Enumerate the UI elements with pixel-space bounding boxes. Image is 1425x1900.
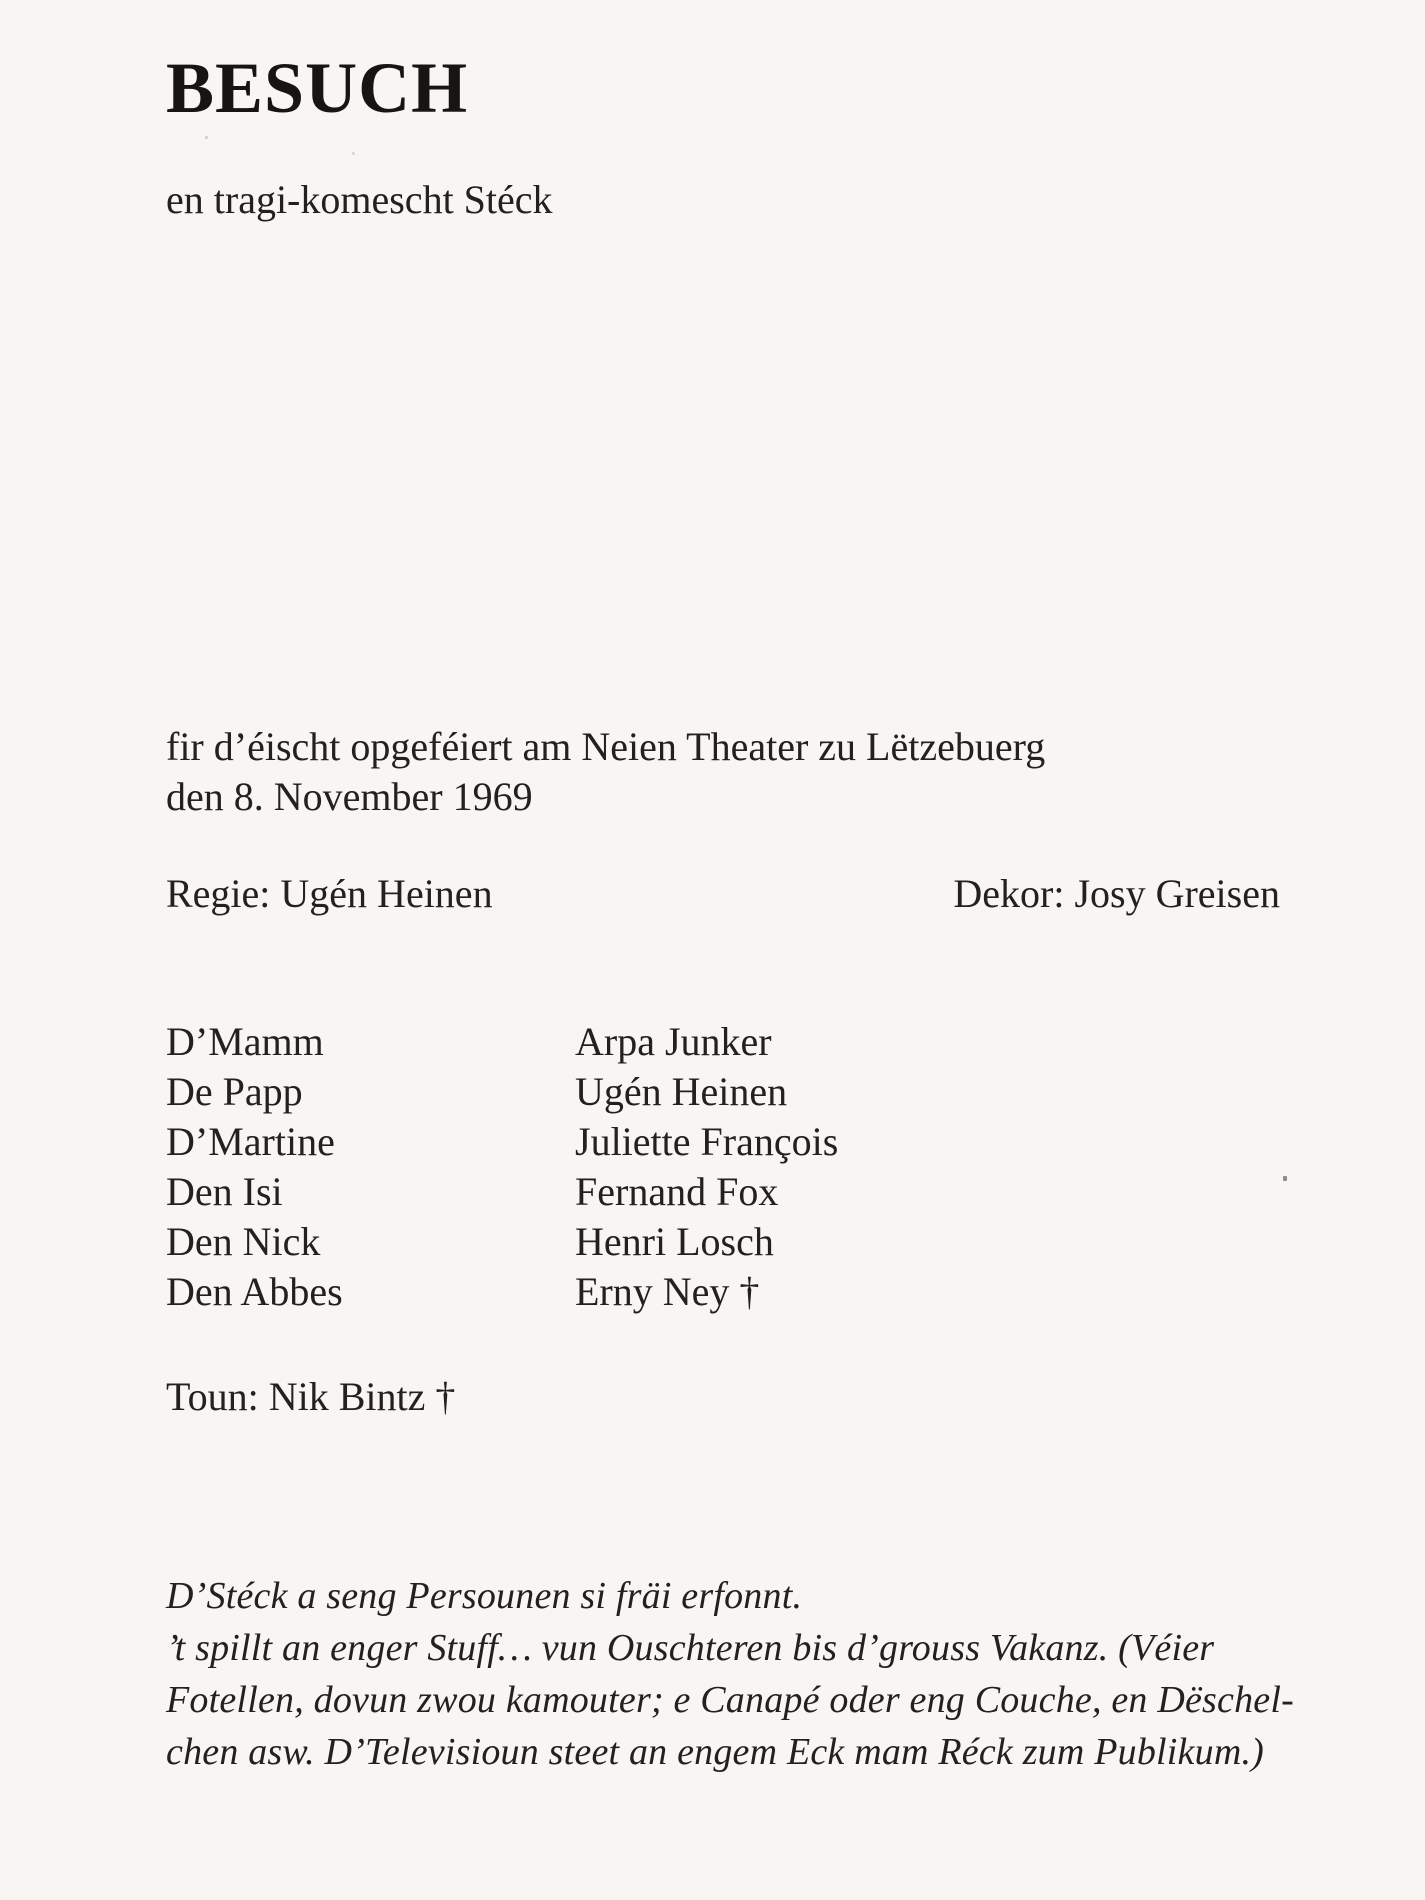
role-name: Den Abbes	[166, 1269, 343, 1314]
actor-name: Fernand Fox	[575, 1169, 779, 1214]
stage-notes	[166, 1570, 1294, 1778]
dekor-credit: Dekor: Josy Greisen	[953, 871, 1280, 916]
cast-row	[166, 1117, 838, 1167]
actor-name: Ugén Heinen	[575, 1069, 788, 1114]
actor-name: Arpa Junker	[575, 1019, 772, 1064]
role-name: De Papp	[166, 1069, 303, 1114]
actor-name: Erny Ney †	[575, 1269, 760, 1314]
cast-row	[166, 1167, 838, 1217]
note-line: chen asw. D’Televisioun steet an engem Eck mam Réck zum Publikum.)	[166, 1731, 1265, 1773]
regie-credit: Regie: Ugén Heinen	[166, 871, 493, 916]
actor-name: Juliette François	[575, 1119, 839, 1164]
toun-credit: Toun: Nik Bintz †	[166, 1374, 456, 1419]
role-name: Den Nick	[166, 1219, 321, 1264]
cast-row	[166, 1267, 838, 1317]
scan-speck	[352, 152, 355, 155]
scan-speck	[205, 136, 208, 139]
play-subtitle: en tragi-komescht Stéck	[166, 177, 553, 222]
role-name: D’Martine	[166, 1119, 335, 1164]
scan-speck	[1283, 1176, 1287, 1181]
cast-row	[166, 1017, 838, 1067]
credits-row	[166, 869, 1280, 919]
premiere-info	[166, 722, 1045, 822]
note-line: ’t spillt an enger Stuff… vun Ouschteren bis d’grouss Vakanz. (Véier	[166, 1627, 1215, 1669]
cast-row	[166, 1067, 838, 1117]
role-name: D’Mamm	[166, 1019, 324, 1064]
premiere-line-1: fir d’éischt opgeféiert am Neien Theater zu Lëtzebuerg	[166, 724, 1046, 769]
actor-name: Henri Losch	[575, 1219, 774, 1264]
play-title: BESUCH	[166, 48, 469, 128]
note-line: D’Stéck a seng Persounen si fräi erfonnt.	[166, 1575, 803, 1617]
cast-list	[166, 1017, 838, 1317]
premiere-line-2: den 8. November 1969	[166, 774, 533, 819]
cast-row	[166, 1217, 838, 1267]
note-line: Fotellen, dovun zwou kamouter; e Canapé oder eng Couche, en Dëschel-	[166, 1679, 1294, 1721]
role-name: Den Isi	[166, 1169, 283, 1214]
